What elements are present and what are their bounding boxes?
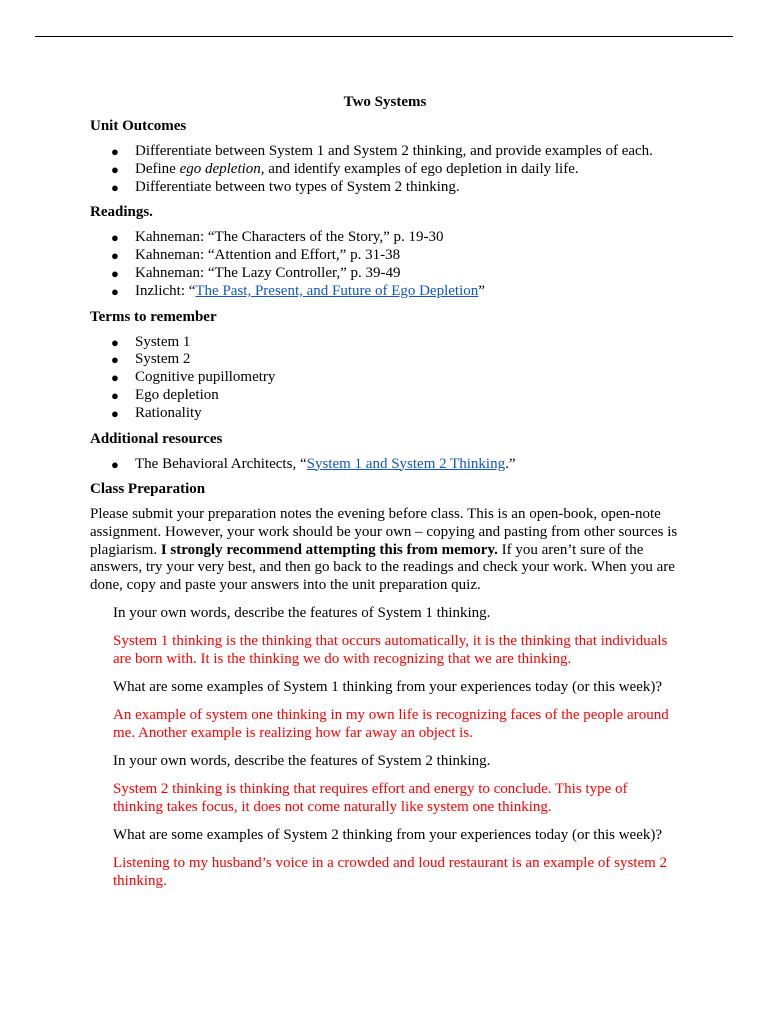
terms-heading: Terms to remember xyxy=(90,308,217,325)
header-rule xyxy=(35,36,733,37)
list-item: ● Kahneman: “The Lazy Controller,” p. 39-49 xyxy=(111,264,401,281)
list-item: ● System 2 xyxy=(111,351,191,368)
bullet-icon: ● xyxy=(111,144,119,159)
bullet-icon: ● xyxy=(111,405,119,421)
question-1: In your own words, describe the features of System 1 thinking. xyxy=(113,605,491,622)
system-thinking-resource-link[interactable]: System 1 and System 2 Thinking xyxy=(306,455,506,472)
list-item: ● Kahneman: “Attention and Effort,” p. 31-38 xyxy=(111,247,401,264)
question-answer-section xyxy=(113,604,680,890)
bullet-icon: ● xyxy=(111,352,119,368)
bullet-icon: ● xyxy=(111,230,119,246)
question-3: In your own words, describe the features of System 2 thinking. xyxy=(113,753,491,770)
list-item: ● Kahneman: “The Characters of the Story,” p. 19-30 xyxy=(111,229,444,246)
list-item: ● Define ego depletion, and identify examples of ego depletion in daily life. xyxy=(111,160,579,177)
list-item: ● Cognitive pupillometry xyxy=(111,369,276,386)
readings-heading: Readings. xyxy=(90,204,153,221)
list-item: ● The Behavioral Architects, “System 1 and System 2 Thinking.” xyxy=(111,455,516,472)
class-preparation-intro: Please submit your preparation notes the evening before class. This is an open-book, open-note assignment. However, your work should be your own – copying and pasting from other sources is plagiarism. I strongly recommend attempting this from memory. If you aren’t sure of the answers, try your very best, and then go back to the readings and check your work. When you are done, copy and paste your answers into the unit preparation quiz. xyxy=(90,506,678,593)
answer-3: System 2 thinking is thinking that requires effort and energy to conclude. This type of thinking takes focus, it does not come naturally like system one thinking. xyxy=(113,781,628,816)
answer-1: System 1 thinking is the thinking that occurs automatically, it is the thinking that individuals are born with. It is the thinking we do with recognizing that we are thinking. xyxy=(113,633,668,668)
bullet-icon: ● xyxy=(111,283,119,299)
ego-depletion-term: ego depletion xyxy=(179,160,261,177)
document-body xyxy=(90,93,680,900)
list-item: ● Inzlicht: “The Past, Present, and Future of Ego Depletion” xyxy=(111,282,485,299)
bullet-icon: ● xyxy=(111,370,119,386)
question-4: What are some examples of System 2 thinking from your experiences today (or this week)? xyxy=(113,827,663,844)
bullet-icon: ● xyxy=(111,161,119,177)
additional-resources-list xyxy=(90,456,680,474)
bullet-icon: ● xyxy=(111,179,119,195)
list-item: ● Ego depletion xyxy=(111,386,219,403)
unit-outcomes-list xyxy=(90,143,680,196)
unit-outcomes-heading: Unit Outcomes xyxy=(90,118,187,134)
list-item: ● Differentiate between System 1 and System 2 thinking, and provide examples of each. xyxy=(111,143,653,159)
class-preparation-heading: Class Preparation xyxy=(90,481,206,498)
list-item: ● Differentiate between two types of System 2 thinking. xyxy=(111,178,460,195)
bullet-icon: ● xyxy=(111,456,119,472)
additional-resources-heading: Additional resources xyxy=(90,430,223,447)
document-title: Two Systems xyxy=(343,94,427,110)
ego-depletion-article-link[interactable]: The Past, Present, and Future of Ego Depletion xyxy=(195,282,479,299)
list-item: ● System 1 xyxy=(111,333,191,350)
memory-recommendation: I strongly recommend attempting this from memory. xyxy=(160,541,498,558)
answer-4: Listening to my husband’s voice in a crowded and loud restaurant is an example of system 2 thinking. xyxy=(113,855,668,890)
answer-2: An example of system one thinking in my own life is recognizing faces of the people around me. Another example is realizing how far away an object is. xyxy=(113,707,669,742)
terms-list xyxy=(90,334,680,423)
readings-list xyxy=(90,229,680,300)
question-2: What are some examples of System 1 thinking from your experiences today (or this week)? xyxy=(113,679,663,696)
list-item: ● Rationality xyxy=(111,404,202,421)
bullet-icon: ● xyxy=(111,265,119,281)
bullet-icon: ● xyxy=(111,248,119,264)
bullet-icon: ● xyxy=(111,387,119,403)
bullet-icon: ● xyxy=(111,334,119,350)
